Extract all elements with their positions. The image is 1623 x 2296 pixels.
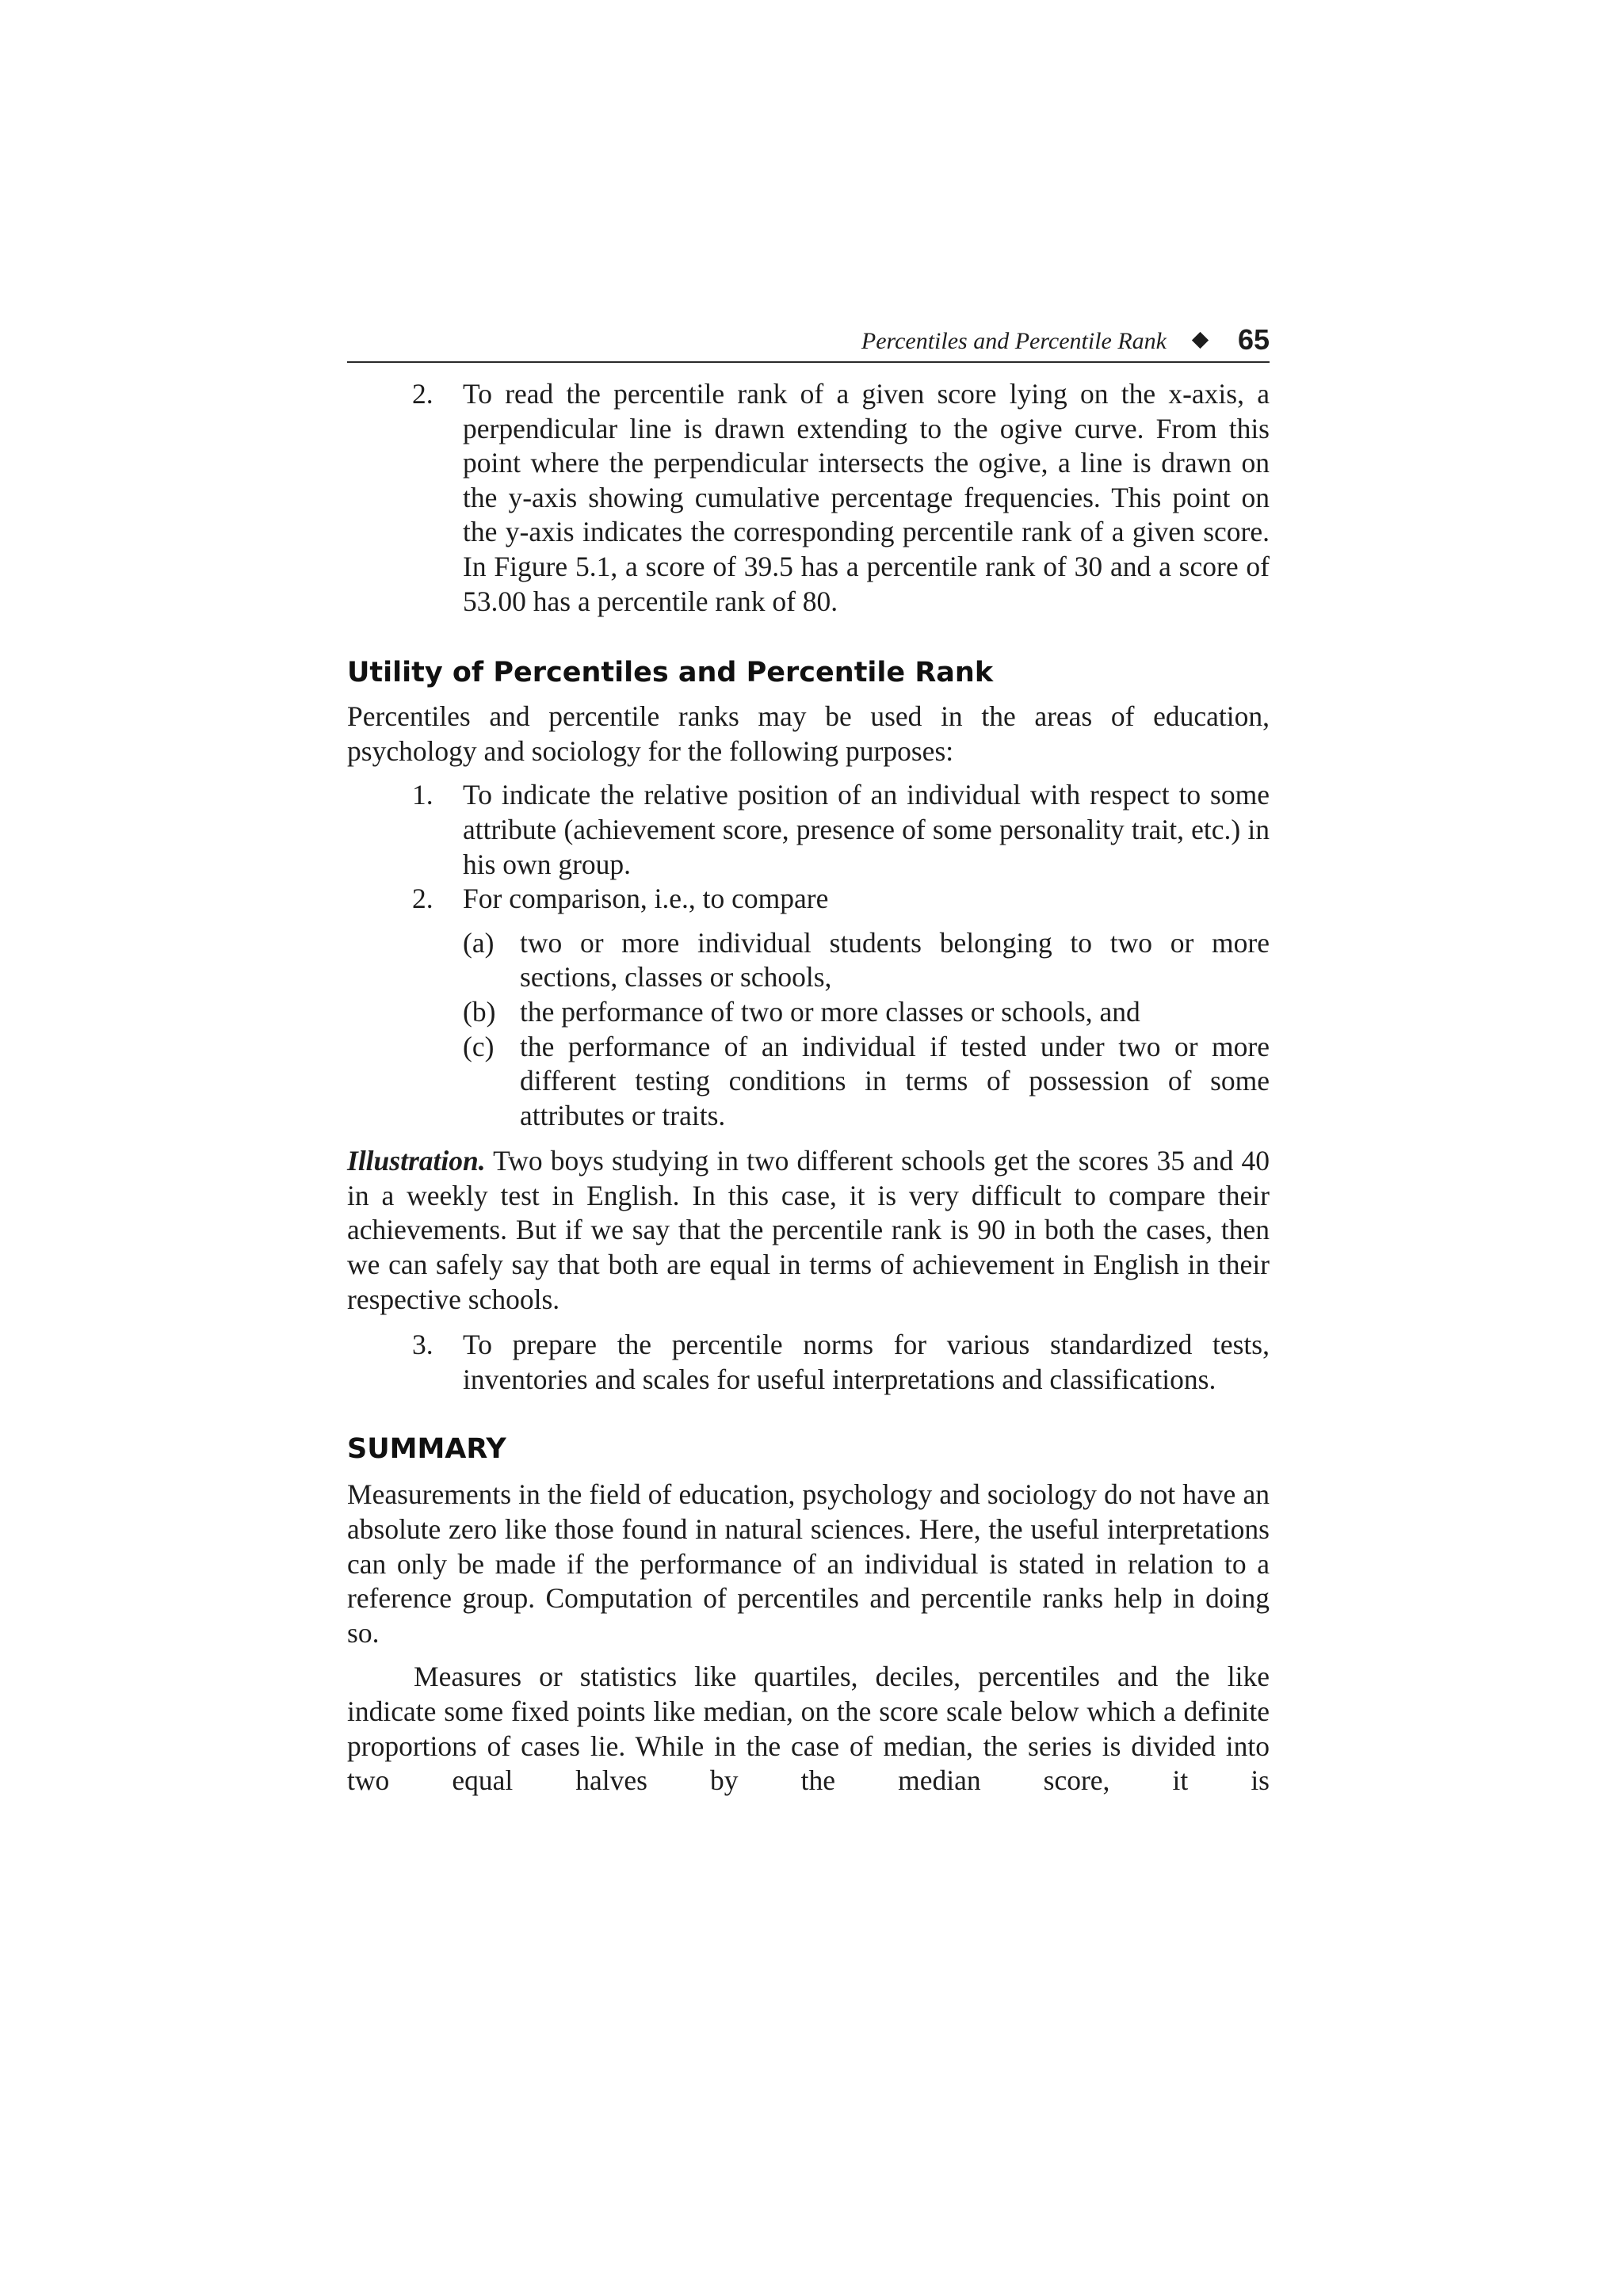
sub-list-item [347,995,1270,1030]
list-item [347,882,1270,917]
list-text: To indicate the relative position of an individual with respect to some attribute (achievement score, presence of some personality trait, etc.) in his own group. [463,779,1270,880]
list-number: 2. [412,378,433,410]
sub-list-text: two or more individual students belonging to two or more sections, classes or schools, [520,926,1270,994]
running-head [347,325,1270,363]
illustration-label: Illustration. [347,1145,486,1177]
section-heading-summary: SUMMARY [347,1433,506,1466]
list-number: 3. [412,1329,433,1361]
sub-list-number: (b) [463,995,496,1028]
page-number: 65 [1237,323,1270,356]
list-number: 2. [412,883,433,915]
summary-paragraph-1: Measurements in the field of education, psychology and sociology do not have an absolute zero like those found in natural sciences. Here, the useful interpretations can only be made if the performance of an individual is stated in relation to a reference group. Computation of percentiles and percentile ranks help in doing so. [347,1478,1270,1649]
section-heading-utility: Utility of Percentiles and Percentile Rank [347,657,994,689]
list-item [347,778,1270,882]
book-page [347,325,1270,1798]
list-text: To read the percentile rank of a given score lying on the x-axis, a perpendicular line is drawn extending to the ogive curve. From this point where the perpendicular intersects the ogive, a line is drawn on the y-axis showing cumulative percentage frequencies. This point on the y-axis indicates the corresponding percentile rank of a given score. In Figure 5.1, a score of 39.5 has a percentile rank of 30 and a score of 53.00 has a percentile rank of 80. [463,378,1270,617]
illustration-text: Two boys studying in two different schools get the scores 35 and 40 in a weekly test in English. In this case, it is very difficult to compare their achievements. But if we say that the percentile rank is 90 in both the cases, then we can safely say that both are equal in terms of achievement in English in their respective schools. [347,1145,1270,1315]
running-title: Percentiles and Percentile Rank [861,328,1167,354]
sub-list-number: (c) [463,1030,495,1062]
list-item-2-percentile-rank-reading [347,377,1270,619]
list-item [347,1328,1270,1397]
list-text: To prepare the percentile norms for various standardized tests, inventories and scales for useful interpretations and classifications. [463,1329,1270,1395]
utility-intro-paragraph: Percentiles and percentile ranks may be used in the areas of education, psychology and sociology for the following purposes: [347,700,1270,767]
sub-list-text: the performance of two or more classes or schools, and [520,995,1140,1028]
sub-list-item [347,926,1270,995]
list-text: For comparison, i.e., to compare [463,883,829,915]
illustration-paragraph [347,1144,1270,1317]
list-number: 1. [412,779,433,811]
diamond-icon [1192,332,1209,349]
sub-list-text: the performance of an individual if tested under two or more different testing conditions in terms of possession of some attributes or traits. [520,1030,1270,1131]
summary-paragraph-2: Measures or statistics like quartiles, deciles, percentiles and the like indicate some fixed points like median, on the score scale below which a definite proportions of cases lie. While in the case of median, the series is divided into two equal halves by the median score, it is [347,1661,1270,1797]
sub-list-item [347,1030,1270,1134]
sub-list-number: (a) [463,926,495,959]
